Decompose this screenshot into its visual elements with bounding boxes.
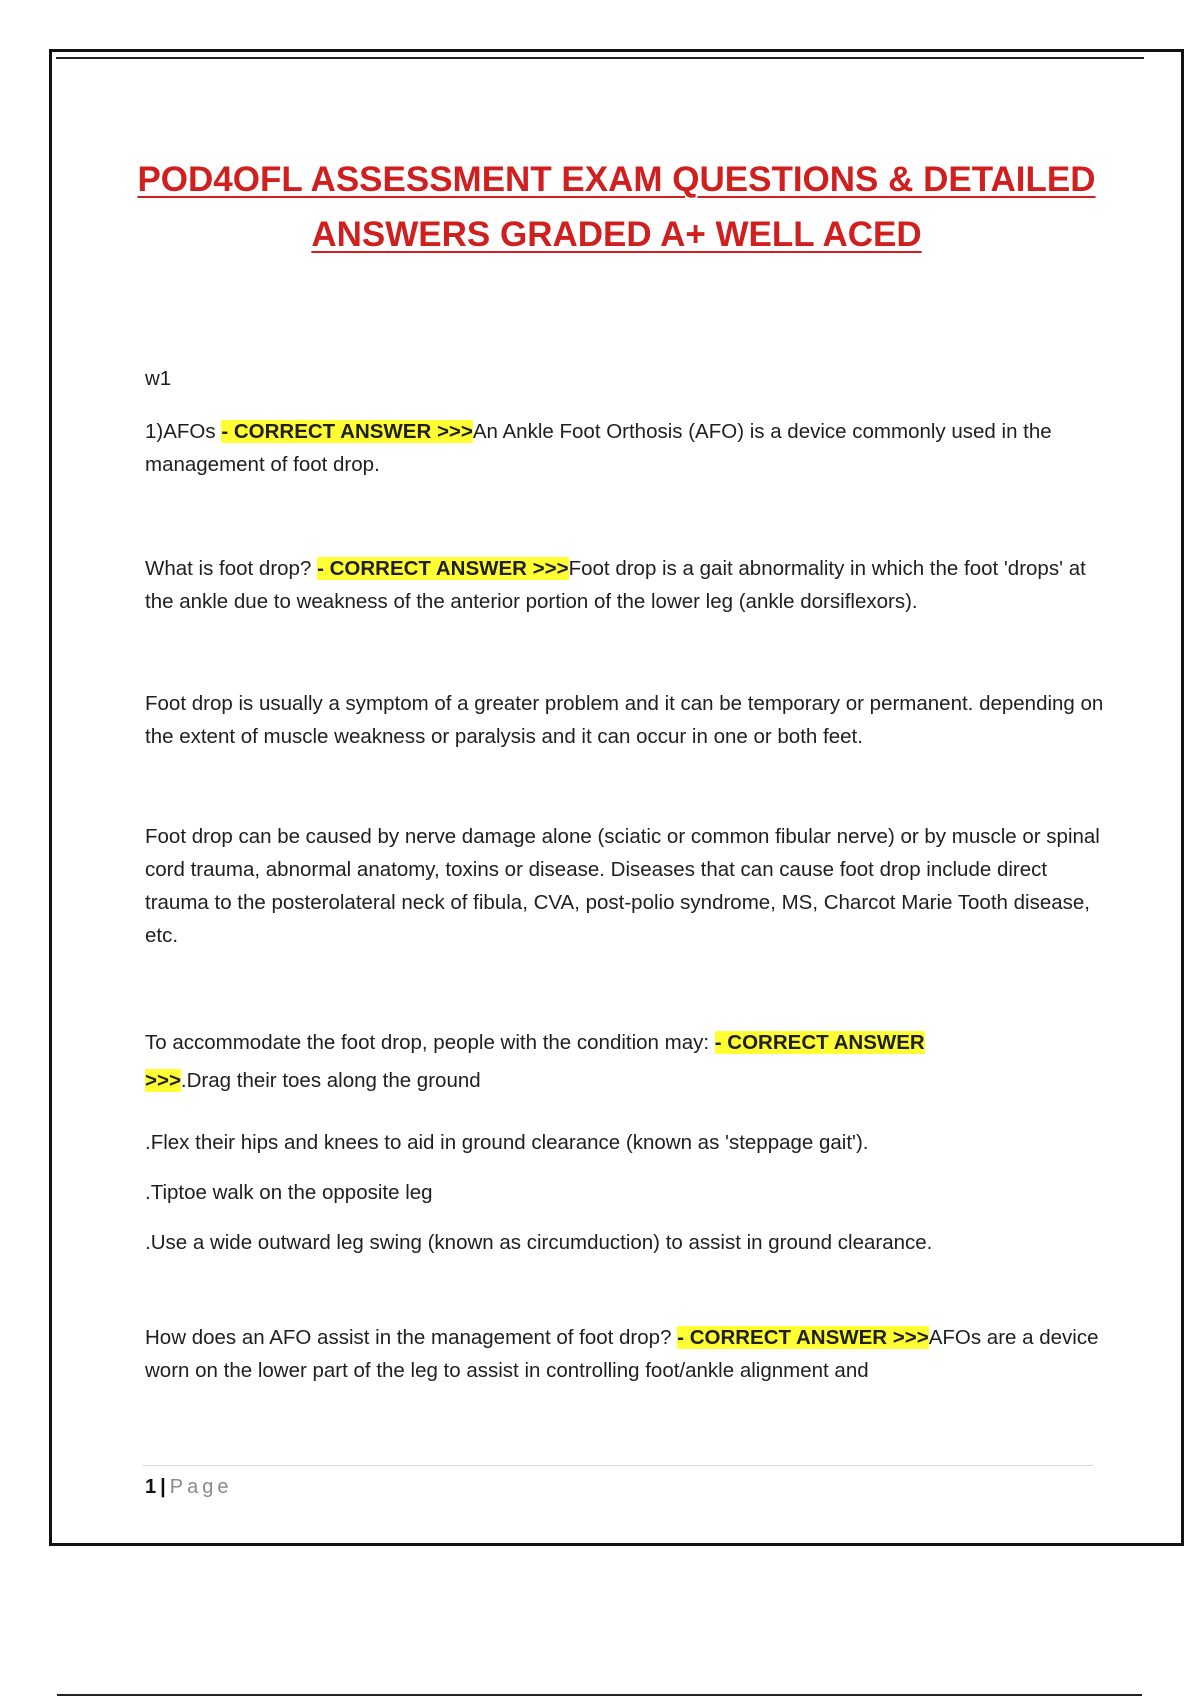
answer-line [145, 1064, 1025, 1097]
qa-paragraph [145, 552, 1105, 618]
question-text: What is foot drop? [145, 557, 318, 580]
page-label: Page [169, 1476, 233, 1498]
next-page-rule [57, 1694, 1142, 1696]
page-frame [49, 49, 1184, 1546]
answer-text: An Ankle Foot Orthosis (AFO) is a device commonly used in the management of foot drop. [145, 420, 1052, 476]
answer-text: .Drag their toes along the ground [180, 1069, 481, 1092]
question-text: To accommodate the foot drop, people with the condition may: [145, 1031, 715, 1054]
answer-text: Foot drop is a gait abnormality in which the foot 'drops' at the ankle due to weakness of the anterior portion of the lower leg (ankle dorsiflexors). [145, 557, 1086, 613]
body-paragraph: Foot drop is usually a symptom of a greater problem and it can be temporary or permanent. depending on the extent of muscle weakness or paralysis and it can occur in one or both feet. [145, 692, 1104, 748]
title-line-2: ANSWERS GRADED A+ WELL ACED [311, 215, 922, 254]
title-line-1: POD4OFL ASSESSMENT EXAM QUESTIONS & DETAILED [137, 160, 1096, 199]
correct-answer-marker: - CORRECT ANSWER >>> [221, 420, 473, 443]
question-text: 1)AFOs [145, 420, 222, 443]
correct-answer-marker: - CORRECT ANSWER [714, 1031, 925, 1054]
footer-rule [143, 1465, 1093, 1466]
qa-paragraph [145, 1026, 1025, 1097]
qa-paragraph [145, 415, 1105, 481]
footer-separator: | [160, 1476, 166, 1498]
qa-paragraph [145, 1321, 1105, 1387]
correct-answer-arrows: >>> [145, 1069, 181, 1092]
question-text: How does an AFO assist in the management of foot drop? [145, 1326, 678, 1349]
bullet-line: .Tiptoe walk on the opposite leg [145, 1181, 433, 1204]
body-paragraph: Foot drop can be caused by nerve damage alone (sciatic or common fibular nerve) or by muscle or spinal cord trauma, abnormal anatomy, toxins or disease. Diseases that can cause foot drop include direct trauma to the posterolateral neck of fibula, CVA, post-polio syndrome, MS, Charcot Marie Tooth disease, etc. [145, 825, 1100, 947]
document-title [52, 152, 1181, 262]
correct-answer-marker: - CORRECT ANSWER >>> [317, 557, 569, 580]
answer-text: AFOs are a device worn on the lower part of the leg to assist in controlling foot/ankle alignment and [145, 1326, 1099, 1382]
page-number: 1 [145, 1476, 157, 1498]
bullet-line: .Use a wide outward leg swing (known as circumduction) to assist in ground clearance. [145, 1231, 933, 1254]
section-label: w1 [145, 367, 172, 390]
bullet-line: .Flex their hips and knees to aid in ground clearance (known as 'steppage gait'). [145, 1131, 869, 1154]
page-footer [145, 1472, 232, 1502]
top-rule [56, 57, 1144, 59]
correct-answer-marker: - CORRECT ANSWER >>> [677, 1326, 929, 1349]
